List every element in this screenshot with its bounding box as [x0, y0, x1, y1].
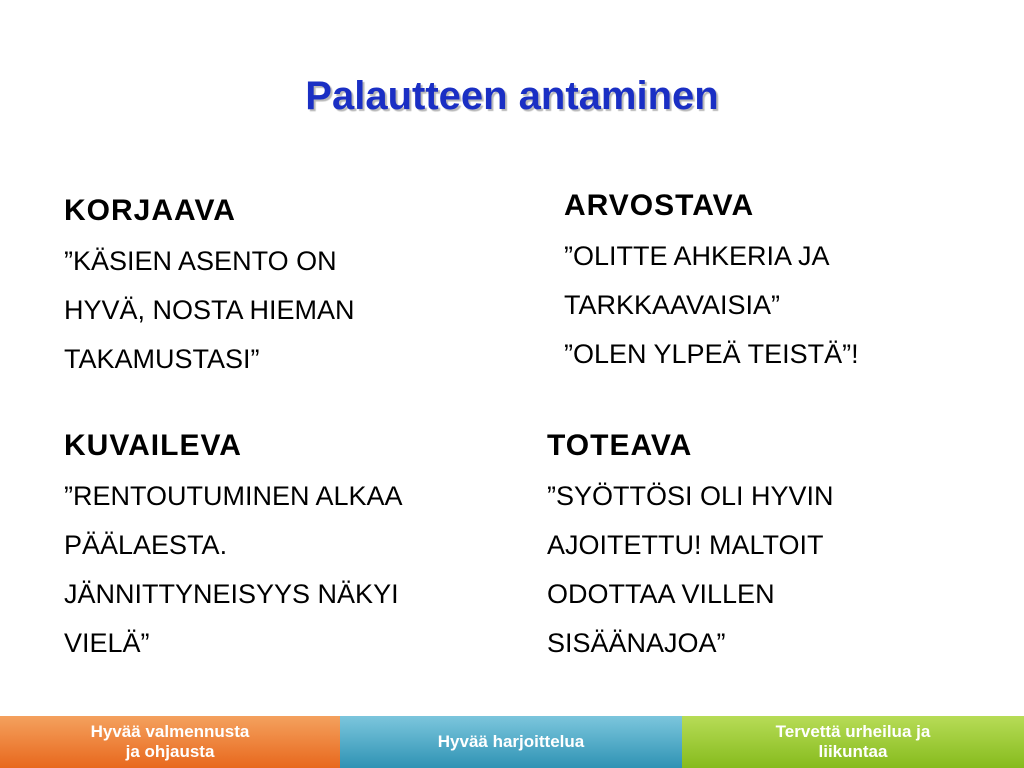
arvostava-section — [564, 180, 859, 379]
toteava-line-3: ODOTTAA VILLEN — [547, 579, 775, 609]
korjaava-section — [64, 185, 355, 384]
kuvaileva-line-1: ”RENTOUTUMINEN ALKAA — [64, 481, 403, 511]
toteava-section — [547, 420, 834, 668]
kuvaileva-line-4: VIELÄ” — [64, 628, 150, 658]
toteava-heading: TOTEAVA — [547, 429, 693, 462]
footer-banner — [0, 714, 1024, 768]
toteava-line-1: ”SYÖTTÖSI OLI HYVIN — [547, 481, 834, 511]
footer-tab-sport — [682, 714, 1024, 768]
kuvaileva-line-2: PÄÄLAESTA. — [64, 530, 228, 560]
footer-tab-coaching-line-2: ja ohjausta — [125, 742, 215, 761]
toteava-line-2: AJOITETTU! MALTOIT — [547, 530, 824, 560]
footer-tab-coaching — [0, 714, 340, 768]
korjaava-line-1: ”KÄSIEN ASENTO ON — [64, 246, 337, 276]
footer-tab-coaching-line-1: Hyvää valmennusta — [90, 722, 250, 741]
kuvaileva-section — [64, 420, 403, 668]
korjaava-line-3: TAKAMUSTASI” — [64, 344, 260, 374]
arvostava-line-2: TARKKAAVAISIA” — [564, 290, 781, 320]
slide-title: Palautteen antaminen — [305, 74, 719, 118]
footer-tab-training — [340, 714, 682, 768]
footer-tab-training-line-1: Hyvää harjoittelua — [437, 732, 585, 751]
footer-tab-sport-line-2: liikuntaa — [818, 742, 888, 761]
footer-tab-sport-line-1: Tervettä urheilua ja — [775, 722, 931, 741]
kuvaileva-line-3: JÄNNITTYNEISYYS NÄKYI — [64, 579, 399, 609]
toteava-line-4: SISÄÄNAJOA” — [547, 628, 726, 658]
kuvaileva-heading: KUVAILEVA — [64, 429, 242, 462]
korjaava-line-2: HYVÄ, NOSTA HIEMAN — [64, 295, 355, 325]
korjaava-heading: KORJAAVA — [64, 194, 236, 227]
arvostava-line-1: ”OLITTE AHKERIA JA — [564, 241, 830, 271]
arvostava-heading: ARVOSTAVA — [564, 189, 755, 222]
arvostava-line-3: ”OLEN YLPEÄ TEISTÄ”! — [564, 339, 859, 369]
